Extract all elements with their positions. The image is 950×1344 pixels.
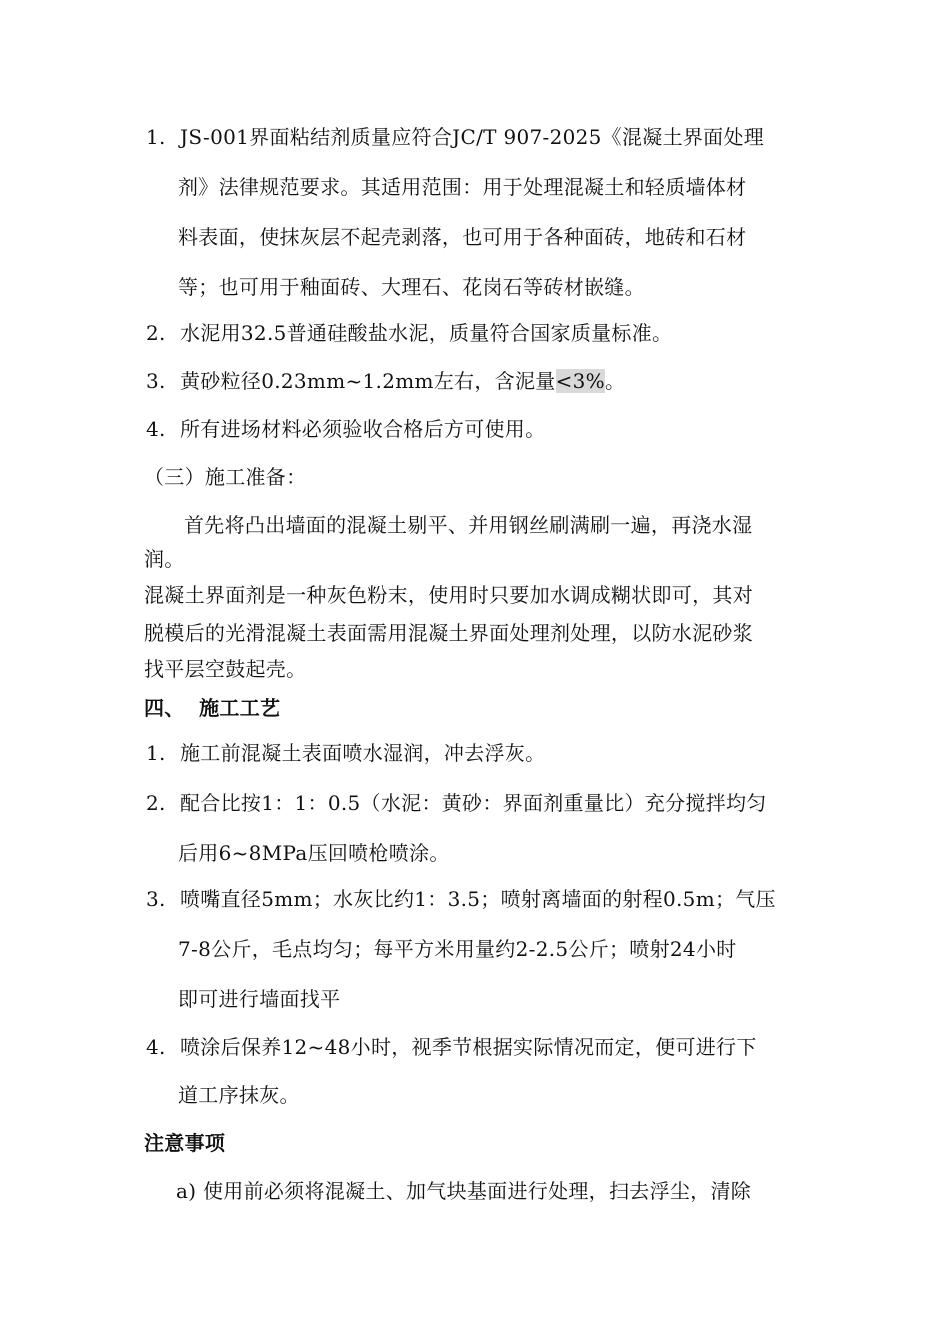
list-number: 3. bbox=[146, 887, 166, 911]
notes-heading: 注意事项 bbox=[144, 1131, 226, 1155]
process-item-2-line-1 bbox=[146, 790, 767, 816]
prep-paragraph-1-line-2: 润。 bbox=[144, 547, 185, 571]
highlighted-value: <3% bbox=[555, 369, 605, 393]
list-number: 1. bbox=[146, 741, 166, 765]
list-number: 1. bbox=[146, 125, 166, 149]
prep-paragraph-2-line-1: 混凝土界面剂是一种灰色粉末，使用时只要加水调成糊状即可，其对 bbox=[144, 583, 753, 607]
list-text: 配合比按1：1：0.5（水泥：黄砂：界面剂重量比）充分搅拌均匀 bbox=[180, 791, 767, 815]
process-heading: 四、 施工工艺 bbox=[144, 696, 281, 720]
list-text: 喷嘴直径5mm；水灰比约1：3.5；喷射离墙面的射程0.5m；气压 bbox=[180, 887, 776, 911]
materials-item-3 bbox=[146, 368, 625, 394]
list-number: 2. bbox=[146, 791, 166, 815]
list-text: 所有进场材料必须验收合格后方可使用。 bbox=[180, 417, 546, 441]
process-item-3-line-3: 即可进行墙面找平 bbox=[178, 987, 341, 1011]
materials-item-1-line-4: 等；也可用于釉面砖、大理石、花岗石等砖材嵌缝。 bbox=[178, 275, 645, 299]
list-number: 4. bbox=[146, 417, 166, 441]
list-number: 4. bbox=[146, 1035, 166, 1059]
prep-paragraph-1-line-1: 首先将凸出墙面的混凝土剔平、并用钢丝刷满刷一遍，再浇水湿 bbox=[184, 513, 753, 537]
materials-item-2 bbox=[146, 320, 672, 346]
process-item-3-line-2: 7-8公斤，毛点均匀；每平方米用量约2-2.5公斤；喷射24小时 bbox=[178, 937, 737, 961]
list-number: 2. bbox=[146, 321, 166, 345]
list-text: JS-001界面粘结剂质量应符合JC/T 907-2025《混凝土界面处理 bbox=[180, 125, 765, 149]
list-text: 施工前混凝土表面喷水湿润，冲去浮灰。 bbox=[180, 741, 546, 765]
process-item-3-line-1 bbox=[146, 886, 776, 912]
list-text: 水泥用32.5普通硅酸盐水泥，质量符合国家质量标准。 bbox=[180, 321, 673, 345]
list-text: 喷涂后保养12~48小时，视季节根据实际情况而定，便可进行下 bbox=[180, 1035, 757, 1059]
prep-heading: （三）施工准备： bbox=[144, 465, 307, 489]
process-item-2-line-2: 后用6~8MPa压回喷枪喷涂。 bbox=[178, 841, 450, 865]
prep-paragraph-2-line-2: 脱模后的光滑混凝土表面需用混凝土界面处理剂处理，以防水泥砂浆 bbox=[144, 621, 753, 645]
notes-item-a: a) 使用前必须将混凝土、加气块基面进行处理，扫去浮尘，清除 bbox=[176, 1179, 752, 1203]
prep-paragraph-2-line-3: 找平层空鼓起壳。 bbox=[144, 657, 307, 681]
materials-item-1-line-2: 剂》法律规范要求。其适用范围：用于处理混凝土和轻质墙体材 bbox=[178, 175, 747, 199]
process-item-4-line-2: 道工序抹灰。 bbox=[178, 1083, 300, 1107]
process-item-4-line-1 bbox=[146, 1034, 757, 1060]
materials-item-4 bbox=[146, 416, 545, 442]
materials-item-1-line-1 bbox=[146, 124, 764, 150]
list-number: 3. bbox=[146, 369, 166, 393]
list-text: 黄砂粒径0.23mm~1.2mm左右，含泥量 bbox=[180, 369, 556, 393]
process-item-1 bbox=[146, 740, 545, 766]
materials-item-1-line-3: 料表面，使抹灰层不起壳剥落，也可用于各种面砖，地砖和石材 bbox=[178, 225, 747, 249]
list-text-end: 。 bbox=[604, 369, 626, 393]
